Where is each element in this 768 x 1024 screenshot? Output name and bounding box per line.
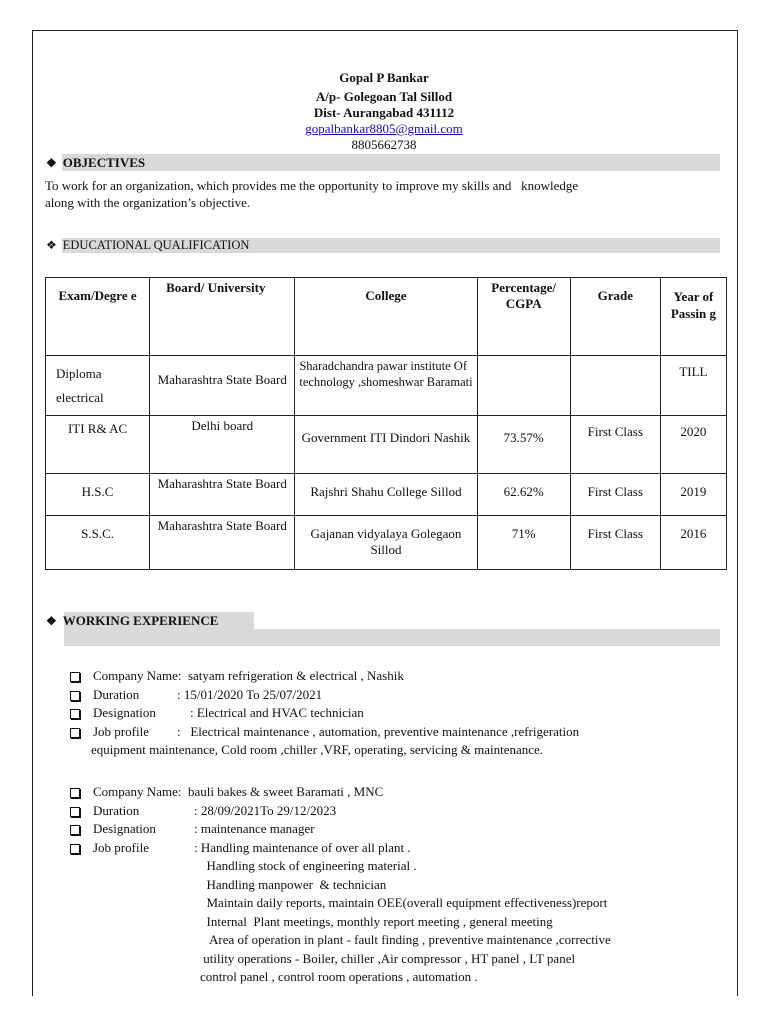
job-entry-1: Company Name: satyam refrigeration & electrical , Nashik Duration : 15/01/2020 To 25/07/2021 Designation : Electrical and HVAC technician Job profile : Electrical maintenance , automation, preventive maintenance ,refrigeration equipment maintenance, Cold room ,chiller ,VRF, operating, servicing & maintenance.	[69, 667, 579, 760]
cell-exam: ITI R& AC	[46, 416, 150, 474]
checkbox-bullet-icon	[70, 825, 80, 835]
objectives-text: To work for an organization, which provides me the opportunity to improve my skills and knowledge along with the organization’s objective.	[45, 178, 579, 210]
checkbox-bullet-icon	[70, 709, 80, 719]
email-link[interactable]: gopalbankar8805@gmail.com	[305, 121, 463, 136]
table-row	[46, 416, 727, 474]
cell-percentage: 73.57%	[477, 416, 570, 474]
header-exam: Exam/Degre e	[46, 278, 150, 356]
duration-value: : 28/09/2021To 29/12/2023	[194, 802, 337, 818]
cell-year: 2016	[660, 516, 726, 570]
checkbox-bullet-icon	[70, 691, 80, 701]
cell-percentage: 62.62%	[477, 474, 570, 516]
job-profile-value: : Handling maintenance of over all plant .	[194, 839, 411, 855]
designation-value: : maintenance manager	[194, 821, 315, 836]
diamond-bullet-icon: ❖	[46, 238, 57, 252]
objectives-band	[62, 154, 720, 171]
job-profile-line: control panel , control room operations , automation .	[200, 969, 478, 984]
job-profile-line: Internal Plant meetings, monthly report meeting , general meeting	[200, 913, 553, 929]
cell-year: 2020	[660, 416, 726, 474]
experience-band	[64, 629, 720, 646]
checkbox-bullet-icon	[70, 672, 80, 682]
cell-percentage: 71%	[477, 516, 570, 570]
duration-value: : 15/01/2020 To 25/07/2021	[177, 686, 323, 702]
job-profile-line: Area of operation in plant - fault finding , preventive maintenance ,corrective	[200, 932, 611, 947]
diamond-bullet-icon: ❖	[46, 156, 57, 170]
header-year: Year of Passin g	[660, 278, 726, 356]
header-board: Board/ University	[150, 278, 295, 356]
cell-college: Gajanan vidyalaya Golegaon Sillod	[295, 516, 477, 570]
header-college: College	[295, 278, 477, 356]
education-table	[45, 277, 727, 570]
cell-college: Sharadchandra pawar institute Of technology ,shomeshwar Baramati	[295, 356, 477, 416]
cell-board: Maharashtra State Board	[150, 474, 295, 516]
header-grade: Grade	[570, 278, 660, 356]
cell-grade: First Class	[570, 474, 660, 516]
cell-grade: First Class	[570, 416, 660, 474]
table-header-row	[46, 278, 727, 356]
cell-board: Maharashtra State Board	[150, 516, 295, 570]
address-line-2: Dist- Aurangabad 431112	[313, 105, 455, 120]
cell-exam: Diploma electrical	[46, 356, 150, 416]
job-profile-continued: equipment maintenance, Cold room ,chiller ,VRF, operating, servicing & maintenance.	[91, 742, 544, 757]
cell-grade: First Class	[570, 516, 660, 570]
company-name: bauli bakes & sweet Baramati , MNC	[187, 784, 384, 799]
table-row	[46, 516, 727, 570]
job-profile-line: Handling manpower & technician	[200, 876, 387, 892]
checkbox-bullet-icon	[70, 788, 80, 798]
cell-exam: H.S.C	[46, 474, 150, 516]
diamond-bullet-icon: ❖	[46, 614, 57, 628]
table-row	[46, 356, 727, 416]
cell-college: Rajshri Shahu College Sillod	[295, 474, 477, 516]
job-profile-line: Maintain daily reports, maintain OEE(overall equipment effectiveness)report	[200, 895, 608, 910]
cell-college: Government ITI Dindori Nashik	[295, 416, 477, 474]
objectives-heading: ❖ OBJECTIVES	[46, 155, 146, 170]
cell-percentage	[477, 356, 570, 416]
company-name: satyam refrigeration & electrical , Nashik	[187, 668, 404, 683]
experience-heading: ❖ WORKING EXPERIENCE	[46, 613, 219, 628]
header-percentage: Percentage/ CGPA	[477, 278, 570, 356]
candidate-name: Gopal P Bankar	[339, 70, 429, 85]
phone-number: 8805662738	[351, 137, 417, 152]
cell-year: 2019	[660, 474, 726, 516]
checkbox-bullet-icon	[70, 844, 80, 854]
table-row	[46, 474, 727, 516]
job-entry-2: Company Name: bauli bakes & sweet Baramati , MNC Duration : 28/09/2021To 29/12/2023 Designation : maintenance manager Job profile : Handling maintenance of over all plant . Handling stock of engineering material . Handling manpower & technician Maintain daily reports, maintain OEE(overall equipment effectiveness)report Internal Plant meetings, monthly report meeting , general meeting Area of operation in plant - fault finding , preventive maintenance ,corrective utility operations - Boiler, chiller ,Air compressor , HT panel , LT panel control panel , control room operations , automation .	[69, 783, 611, 987]
designation-value: : Electrical and HVAC technician	[190, 705, 364, 720]
education-heading: ❖ EDUCATIONAL QUALIFICATION	[46, 238, 250, 252]
job-profile-value: : Electrical maintenance , automation, preventive maintenance ,refrigeration	[177, 723, 580, 739]
job-profile-line: Handling stock of engineering material .	[200, 858, 417, 873]
cell-year: TILL	[660, 356, 726, 416]
cell-exam: S.S.C.	[46, 516, 150, 570]
checkbox-bullet-icon	[70, 728, 80, 738]
cell-board: Maharashtra State Board	[150, 356, 295, 416]
job-profile-line: utility operations - Boiler, chiller ,Air compressor , HT panel , LT panel	[200, 950, 576, 966]
checkbox-bullet-icon	[70, 807, 80, 817]
cell-grade	[570, 356, 660, 416]
cell-board: Delhi board	[150, 416, 295, 474]
address-line-1: A/p- Golegoan Tal Sillod	[315, 89, 453, 104]
